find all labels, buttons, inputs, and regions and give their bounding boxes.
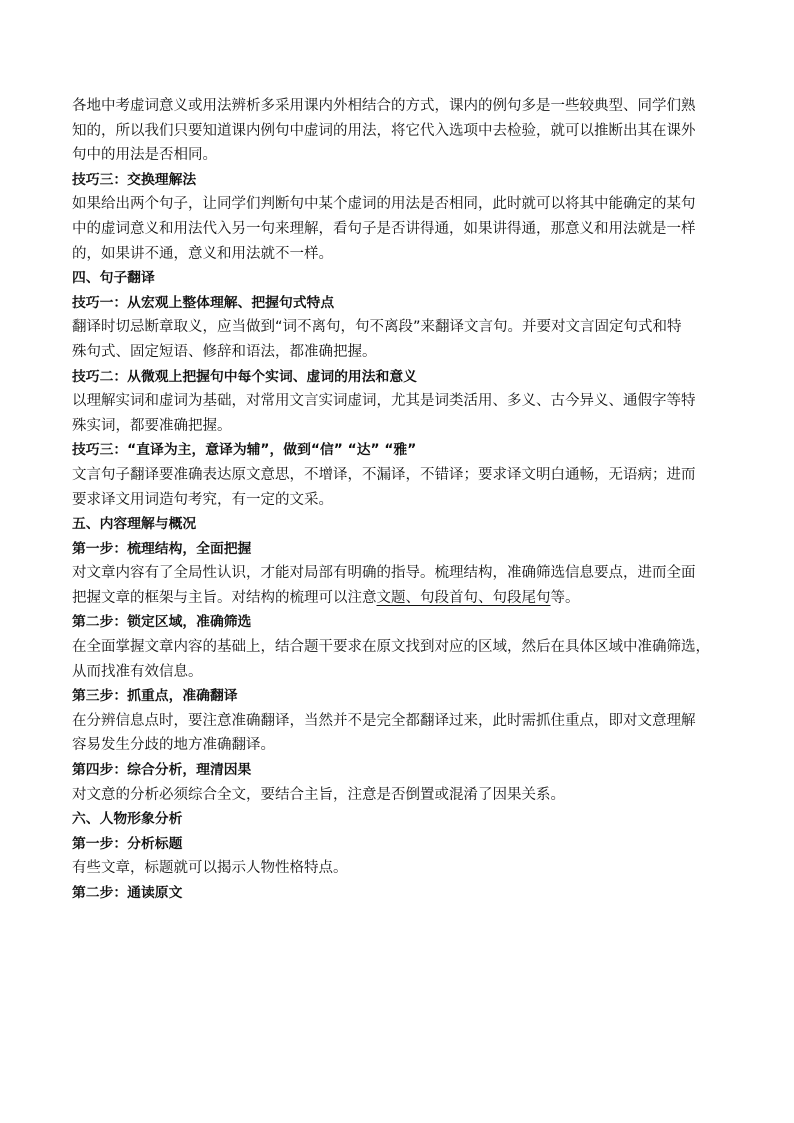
section-heading: 第一步：分析标题 — [72, 835, 183, 852]
paragraph-line: 翻译时切忌断章取义，应当做到“词不离句，句不离段”来翻译文言句。并要对文言固定句式和特 — [72, 319, 682, 336]
paragraph-line — [72, 586, 722, 611]
section-heading: 六、人物形象分析 — [72, 811, 183, 828]
paragraph-line: 对文章内容有了全局性认识，才能对局部有明确的指导。梳理结构，准确筛选信息要点，进而全面 — [72, 565, 696, 582]
section-heading: 四、句子翻译 — [72, 270, 155, 287]
paragraph-line: 的，如果讲不通，意义和用法就不一样。 — [72, 245, 333, 262]
section-heading: 第二步：锁定区域，准确筛选 — [72, 614, 252, 631]
section-heading: 第四步：综合分析，理清因果 — [72, 762, 252, 779]
section-heading: 技巧二：从微观上把握句中每个实词、虚词的用法和意义 — [72, 368, 417, 385]
section-heading: 技巧三：“直译为主，意译为辅”，做到“信” “达” “雅” — [72, 442, 417, 459]
paragraph-line: 文言句子翻译要准确表达原文意思，不增译，不漏译，不错译；要求译文明白通畅，无语病；进而 — [72, 466, 696, 483]
paragraph-line: 要求译文用词造句考究，有一定的文采。 — [72, 491, 333, 508]
section-heading: 第二步：通读原文 — [72, 885, 183, 901]
paragraph-line: 有些文章，标题就可以揭示人物性格特点。 — [72, 860, 348, 877]
section-heading: 第一步：梳理结构，全面把握 — [72, 540, 252, 557]
section-heading: 五、内容理解与概况 — [72, 516, 197, 533]
paragraph-line: 在分辨信息点时，要注意准确翻译，当然并不是完全都翻译过来，此时需抓住重点，即对文意理解 — [72, 712, 696, 729]
text-segment: 等。 — [550, 589, 580, 606]
paragraph-line: 在全面掌握文章内容的基础上，结合题干要求在原文找到对应的区域，然后在具体区域中准确筛选， — [72, 639, 710, 656]
text-segment: 把握文章的框架与主旨。对结构的梳理可以注意 — [72, 589, 377, 606]
paragraph-line: 对文意的分析必须综合全文，要结合主旨，注意是否倒置或混淆了因果关系。 — [72, 786, 565, 803]
section-heading: 第三步：抓重点，准确翻译 — [72, 688, 238, 705]
paragraph-line: 知的，所以我们只要知道课内例句中虚词的用法，将它代入选项中去检验，就可以推断出其在课外 — [72, 122, 696, 139]
section-heading: 技巧三：交换理解法 — [72, 171, 197, 188]
paragraph-line: 殊实词，都要准确把握。 — [72, 417, 232, 434]
section-heading: 技巧一：从宏观上整体理解、把握句式特点 — [72, 294, 335, 311]
paragraph-line: 殊句式、固定短语、修辞和语法，都准确把握。 — [72, 343, 377, 360]
paragraph-line: 如果给出两个句子，让同学们判断句中某个虚词的用法是否相同，此时就可以将其中能确定的某句 — [72, 196, 696, 213]
paragraph-line: 容易发生分歧的地方准确翻译。 — [72, 737, 275, 754]
paragraph-line: 以理解实词和虚词为基础，对常用文言实词虚词，尤其是词类活用、多义、古今异义、通假字等特 — [72, 393, 696, 410]
document-page — [72, 94, 722, 906]
paragraph-line: 句中的用法是否相同。 — [72, 147, 217, 164]
paragraph-line: 各地中考虚词意义或用法辨析多采用课内外相结合的方式，课内的例句多是一些较典型、同学们熟 — [72, 98, 696, 114]
paragraph-line: 中的虚词意义和用法代入另一句来理解，看句子是否讲得通，如果讲得通，那意义和用法就是一样 — [72, 220, 696, 237]
paragraph-line: 从而找准有效信息。 — [72, 663, 203, 680]
underlined-text: 文题、句段首句、句段尾句 — [376, 589, 551, 606]
